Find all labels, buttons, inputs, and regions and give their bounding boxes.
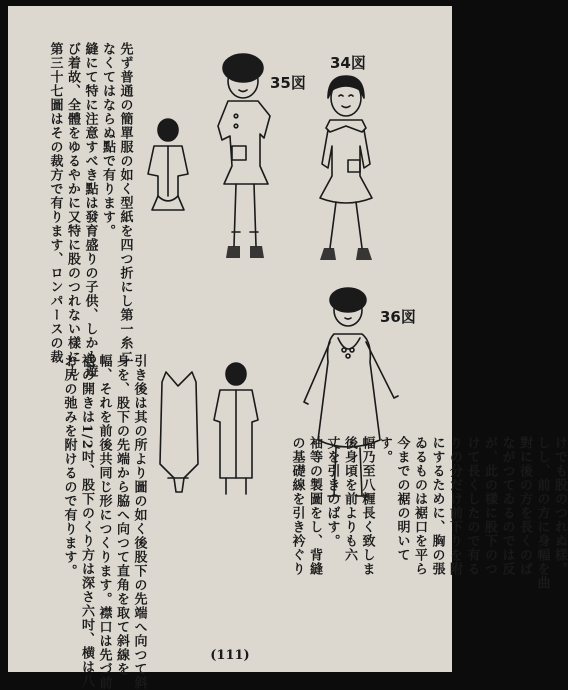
figure-35-illustration [128, 46, 288, 271]
text-column-bottom-left: 引き後は其の所より圖の如く後股下の先端へ向つて斜 身を、股下の先端から脇へ向つて直角を取て斜線を 幅、それを前後共同じ形につくります。襟口は先づ前 裾の開きは1/2吋、股下のくり方は深さ六吋、横は八 お尻の弛みを附けるので有ります。 [61, 354, 147, 690]
figure-36-label: 36図 [380, 308, 416, 326]
text-column-bottom-right: けでも股のつれぬ樣。 しし、前の方に身幅を曲 對に後の方を長くのば ながつてゐるのでは反 が、此の樣に股下のつ けて長くしたので有る りの分だけ前下りを附 にするために、胸の張 ゐるものは裾口を平ら 今までの裾の明いて す。 幅乃至八糎長く致しま 後身頃を前よりも六 丈を引きのばす。 袖等の製圖をし、背縫 の基礎線を引き衿ぐり [289, 436, 567, 590]
figure-34-illustration [306, 68, 386, 268]
figure-35-label: 35図 [270, 74, 306, 92]
figure-34-label: 34図 [330, 54, 366, 72]
page-number: (111) [210, 648, 250, 663]
book-page [8, 6, 567, 690]
text-column-top: 先ず普通の簡單服の如く型紙を四つ折にし第一糸二 なくてはならぬ點で有ります。 縫にて特に注意すべき點は發育盛りの子供、しかも遊 び着故、全體をゆるやかに又特に股のつれない樣にし 第三十七圖はその裁方で有ります、ロンパースの裁 [47, 42, 133, 378]
